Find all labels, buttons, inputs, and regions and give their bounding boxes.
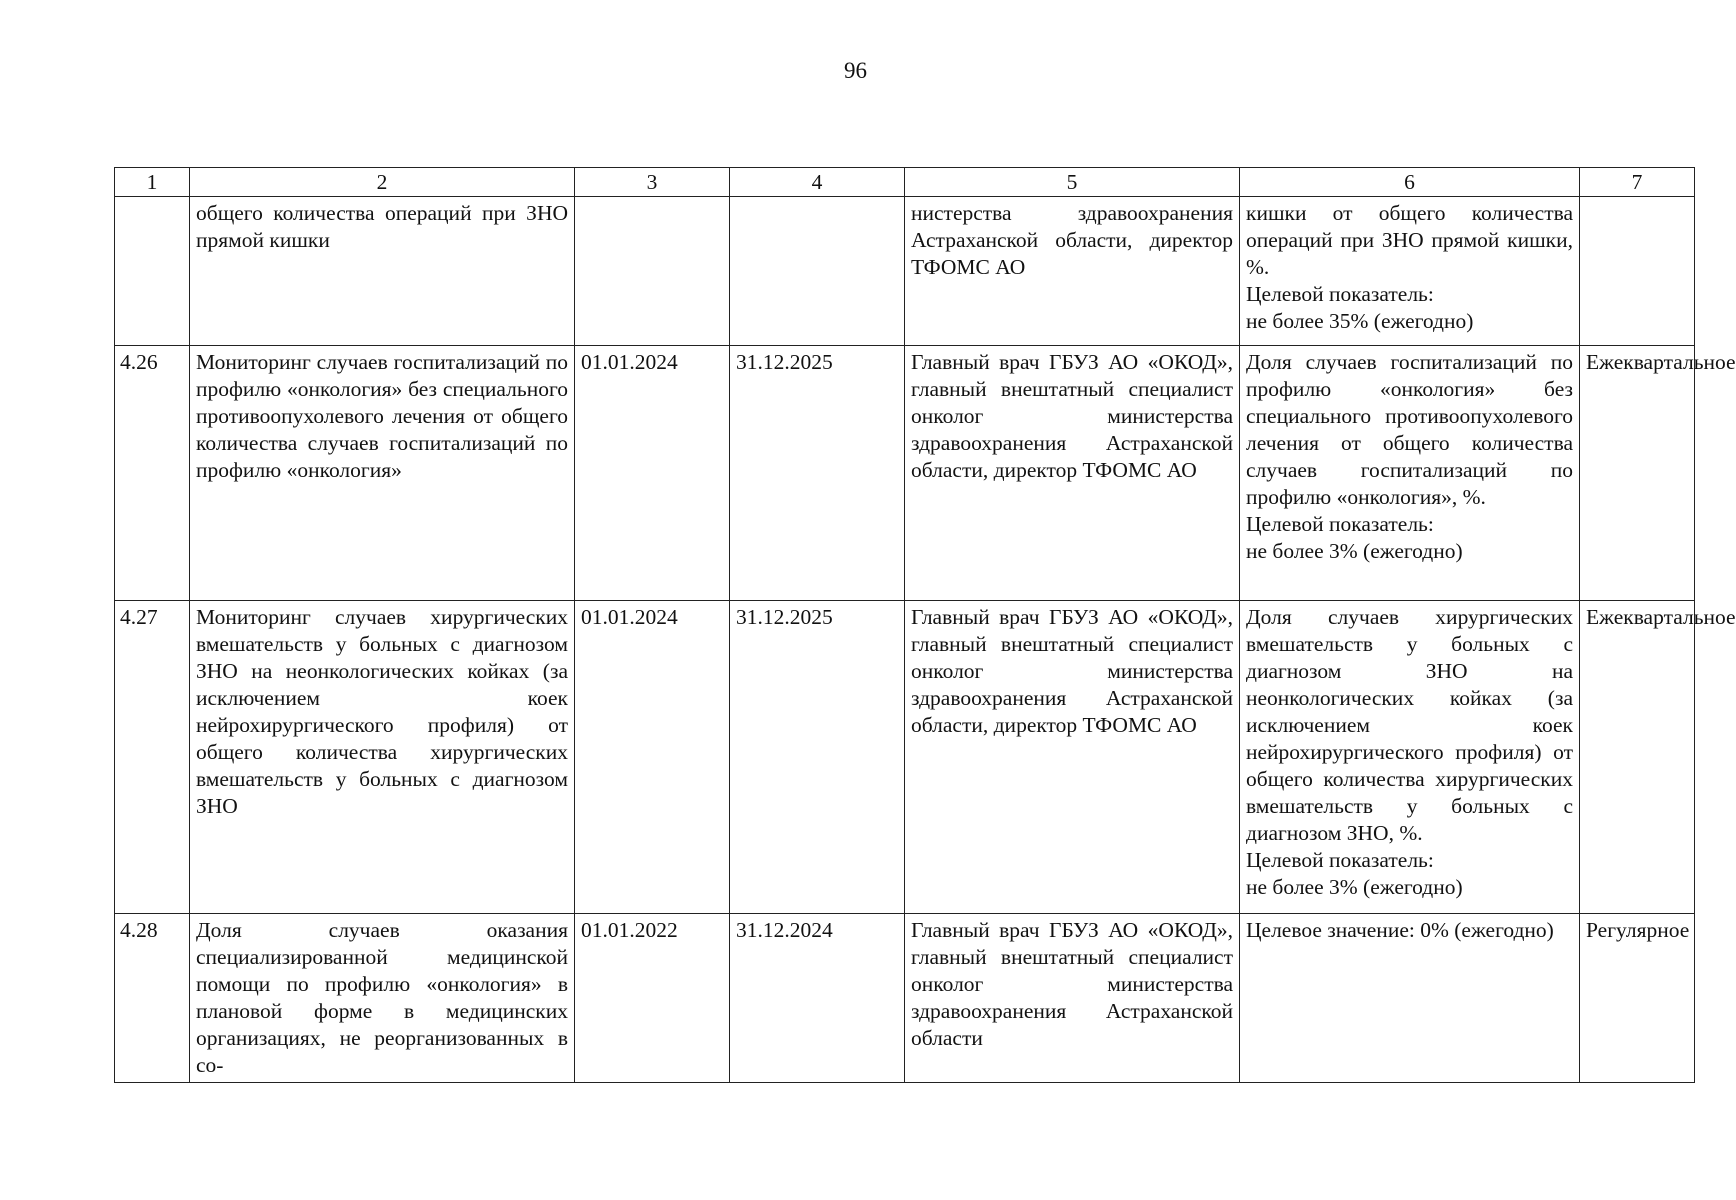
start-date-cell [575, 197, 730, 346]
indicator-text: Доля случаев госпитализаций по профилю «онкология» без специального противоопухолевого лечения от общего количества случаев госпитализаций по профилю «онкология», %. [1246, 350, 1573, 509]
responsible-cell: Главный врач ГБУЗ АО «ОКОД», главный внештатный специалист онколог министерства здравоохранения Астраханской области, директор ТФОМС АО [905, 346, 1240, 601]
indicator-text: Целевое значение: 0% (ежегодно) [1246, 918, 1554, 942]
indicator-cell [1240, 601, 1580, 914]
row-number: 4.27 [115, 601, 190, 914]
end-date-cell: 31.12.2025 [730, 346, 905, 601]
header-col-6: 6 [1240, 168, 1580, 197]
target-label: Целевой показатель: [1246, 848, 1434, 872]
table-header-row [115, 168, 1695, 197]
end-date-cell: 31.12.2025 [730, 601, 905, 914]
header-col-5: 5 [905, 168, 1240, 197]
row-number: 4.28 [115, 914, 190, 1083]
period-cell [1580, 197, 1695, 346]
header-col-2: 2 [190, 168, 575, 197]
end-date-cell [730, 197, 905, 346]
target-value: не более 3% (ежегодно) [1246, 539, 1463, 563]
target-label: Целевой показатель: [1246, 512, 1434, 536]
indicator-text: Доля случаев хирургических вмешательств у больных с диагнозом ЗНО на неонкологических койках (за исключением коек нейрохирургического профиля) от общего количества хирургических вмешательств у больных с диагнозом ЗНО, %. [1246, 605, 1573, 845]
table-row [115, 197, 1695, 346]
indicator-cell [1240, 346, 1580, 601]
indicator-text: кишки от общего количества операций при ЗНО прямой кишки, %. [1246, 201, 1573, 279]
period-cell: Ежеквартальное [1580, 346, 1695, 601]
target-value: не более 3% (ежегодно) [1246, 875, 1463, 899]
header-col-3: 3 [575, 168, 730, 197]
activity-cell: Мониторинг случаев госпитализаций по профилю «онкология» без специального противоопухолевого лечения от общего количества случаев госпитализаций по профилю «онкология» [190, 346, 575, 601]
header-col-7: 7 [1580, 168, 1695, 197]
row-number: 4.26 [115, 346, 190, 601]
indicator-cell [1240, 914, 1580, 1083]
table-row [115, 601, 1695, 914]
target-label: Целевой показатель: [1246, 282, 1434, 306]
period-cell: Регулярное [1580, 914, 1695, 1083]
target-value: не более 35% (ежегодно) [1246, 309, 1474, 333]
table-row [115, 914, 1695, 1083]
start-date-cell: 01.01.2024 [575, 346, 730, 601]
measures-table [114, 167, 1736, 1083]
end-date-cell: 31.12.2024 [730, 914, 905, 1083]
start-date-cell: 01.01.2024 [575, 601, 730, 914]
start-date-cell: 01.01.2022 [575, 914, 730, 1083]
table-row [115, 346, 1695, 601]
activity-cell: общего количества операций при ЗНО прямой кишки [190, 197, 575, 346]
header-col-4: 4 [730, 168, 905, 197]
responsible-cell: Главный врач ГБУЗ АО «ОКОД», главный внештатный специалист онколог министерства здравоохранения Астраханской области, директор ТФОМС АО [905, 601, 1240, 914]
header-col-1: 1 [115, 168, 190, 197]
activity-cell: Мониторинг случаев хирургических вмешательств у больных с диагнозом ЗНО на неонкологических койках (за исключением коек нейрохирургического профиля) от общего количества хирургических вмешательств у больных с диагнозом ЗНО [190, 601, 575, 914]
period-cell: Ежеквартальное [1580, 601, 1695, 914]
activity-cell: Доля случаев оказания специализированной медицинской помощи по профилю «онкология» в плановой форме в медицинских организациях, не реорганизованных в со- [190, 914, 575, 1083]
indicator-cell [1240, 197, 1580, 346]
responsible-cell: нистерства здравоохранения Астраханской области, директор ТФОМС АО [905, 197, 1240, 346]
page-number: 96 [844, 58, 867, 83]
responsible-cell: Главный врач ГБУЗ АО «ОКОД», главный внештатный специалист онколог министерства здравоохранения Астраханской области [905, 914, 1240, 1083]
row-number [115, 197, 190, 346]
